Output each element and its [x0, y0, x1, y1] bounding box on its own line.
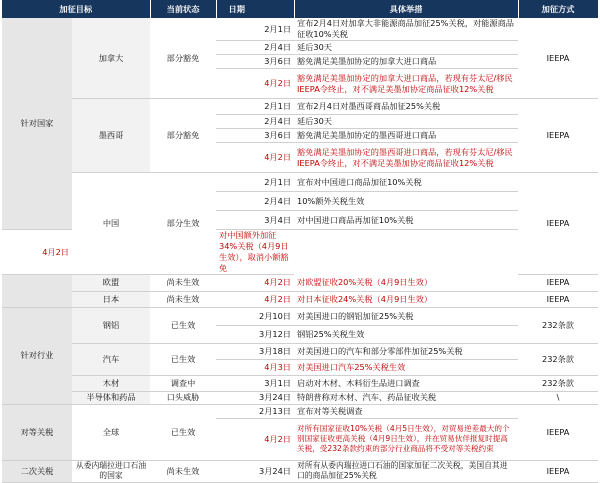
header-measure: 具体举措 — [294, 0, 518, 18]
measure-cell: 启动对木材、木料衍生品进口调查 — [294, 375, 518, 391]
table-row — [2, 18, 598, 41]
status-eu: 尚未生效 — [150, 275, 216, 291]
status-venezuela: 尚未生效 — [150, 460, 216, 482]
date-cell: 2月1日 — [216, 18, 294, 41]
target-eu: 欧盟 — [72, 275, 150, 291]
measure-cell: 10%额外关税生效 — [294, 192, 518, 211]
table-row — [2, 375, 598, 391]
category-country-cont — [2, 275, 72, 307]
measure-cell: 宣布对等关税调查 — [294, 404, 518, 418]
date-cell: 2月1日 — [216, 99, 294, 115]
date-cell: 2月4日 — [216, 41, 294, 55]
target-wood: 木材 — [72, 375, 150, 391]
date-cell: 4月2日 — [216, 275, 294, 291]
mode-venezuela: IEEPA — [518, 460, 598, 482]
measure-cell: 豁免满足美墨加协定的加拿大进口商品，若现有芬太尼/移民IEEPA令终止，对不满足美墨加协定商品征收12%关税 — [294, 69, 518, 99]
table-row — [2, 404, 598, 418]
date-cell: 2月13日 — [216, 404, 294, 418]
category-reciprocal: 对等关税 — [2, 404, 72, 460]
date-cell: 3月12日 — [216, 325, 294, 343]
table-row — [2, 307, 598, 325]
target-canada: 加拿大 — [72, 18, 150, 99]
date-cell: 4月2日 — [216, 69, 294, 99]
target-global: 全球 — [72, 404, 150, 460]
table-header-row — [2, 0, 598, 18]
table-row — [2, 99, 598, 115]
status-china: 部分生效 — [150, 173, 216, 275]
category-country: 针对国家 — [2, 18, 72, 230]
target-steel: 钢铝 — [72, 307, 150, 343]
measure-cell: 对日本征收24%关税（4月9日生效） — [294, 291, 518, 307]
date-cell: 4月2日 — [216, 143, 294, 173]
measure-cell: 特朗普称对木材、汽车、药品征收关税 — [294, 391, 518, 404]
table-row — [2, 391, 598, 404]
mode-japan: IEEPA — [518, 291, 598, 307]
header-mode: 加征方式 — [518, 0, 598, 18]
status-global: 已生效 — [150, 404, 216, 460]
date-cell: 3月24日 — [216, 460, 294, 482]
header-target: 加征目标 — [2, 0, 150, 18]
target-mexico: 墨西哥 — [72, 99, 150, 173]
table-row — [2, 173, 598, 192]
date-cell: 4月2日 — [216, 291, 294, 307]
mode-wood: 232条款 — [518, 375, 598, 391]
status-mexico: 部分豁免 — [150, 99, 216, 173]
measure-cell: 对中国额外加征34%关税（4月9日生效），取消小额豁免 — [216, 230, 294, 275]
mode-steel: 232条款 — [518, 307, 598, 343]
date-cell: 2月10日 — [216, 307, 294, 325]
header-status: 当前状态 — [150, 0, 216, 18]
tariff-table — [2, 0, 599, 275]
measure-cell: 钢铝25%关税生效 — [294, 325, 518, 343]
measure-cell: 豁免满足美墨加协定的加拿大进口商品 — [294, 55, 518, 69]
target-semi: 半导体和药品 — [72, 391, 150, 404]
date-cell: 3月6日 — [216, 55, 294, 69]
status-auto: 已生效 — [150, 343, 216, 375]
target-auto: 汽车 — [72, 343, 150, 375]
date-cell: 2月4日 — [216, 115, 294, 129]
measure-cell: 宣布2月4日对墨西哥商品加征25%关税 — [294, 99, 518, 115]
status-steel: 已生效 — [150, 307, 216, 343]
measure-cell: 延后30天 — [294, 115, 518, 129]
header-date: 日期 — [216, 0, 294, 18]
mode-china: IEEPA — [518, 173, 598, 275]
date-cell: 4月2日 — [2, 230, 72, 275]
measure-cell: 对美国进口的汽车和部分零部件加征25%关税 — [294, 343, 518, 359]
measure-cell: 对欧盟征收20%关税（4月9日生效） — [294, 275, 518, 291]
mode-auto: 232条款 — [518, 343, 598, 375]
measure-cell: 宣布2月4日对加拿大非能源商品加征25%关税，对能源商品征收10%关税 — [294, 18, 518, 41]
mode-mexico: IEEPA — [518, 99, 598, 173]
mode-semi: \ — [518, 391, 598, 404]
status-semi: 口头威胁 — [150, 391, 216, 404]
measure-cell: 延后30天 — [294, 41, 518, 55]
date-cell: 2月1日 — [216, 173, 294, 192]
measure-cell: 宣布对中国进口商品加征10%关税 — [294, 173, 518, 192]
measure-cell: 豁免满足美墨加协定的墨西哥进口商品，若现有芬太尼/移民IEEPA令终止，对不满足美墨加协定商品征收12%关税 — [294, 143, 518, 173]
table-row — [2, 291, 598, 307]
measure-cell: 对所有国家征收10%关税（4月5日生效），对贸易逆差最大的个别国家征收更高关税（4月9日生效），并在贸易伙伴报复时提高关税，受232条款约束的部分行业商品将不受对等关税约束 — [294, 418, 518, 460]
mode-canada: IEEPA — [518, 18, 598, 99]
date-cell: 2月4日 — [216, 192, 294, 211]
date-cell: 3月24日 — [216, 391, 294, 404]
date-cell: 4月3日 — [216, 359, 294, 375]
status-japan: 尚未生效 — [150, 291, 216, 307]
mode-eu: IEEPA — [518, 275, 598, 291]
measure-cell: 对所有从委内瑞拉进口石油的国家加征二次关税，美国自其进口的商品加征25%关税 — [294, 460, 518, 482]
table-row — [2, 343, 598, 359]
status-wood: 调查中 — [150, 375, 216, 391]
date-cell: 3月4日 — [216, 211, 294, 230]
measure-cell: 豁免满足美墨加协定的墨西哥进口商品 — [294, 129, 518, 143]
mode-global: IEEPA — [518, 404, 598, 460]
date-cell: 3月6日 — [216, 129, 294, 143]
table-row — [2, 275, 598, 291]
category-industry: 针对行业 — [2, 307, 72, 404]
date-cell: 4月2日 — [216, 418, 294, 460]
category-secondary: 二次关税 — [2, 460, 72, 482]
target-japan: 日本 — [72, 291, 150, 307]
table-row — [2, 460, 598, 482]
measure-cell: 对中国进口商品再加征10%关税 — [294, 211, 518, 230]
measure-cell: 对美国进口汽车25%关税生效 — [294, 359, 518, 375]
measure-cell: 对美国进口的钢铝加征25%关税 — [294, 307, 518, 325]
target-china: 中国 — [72, 173, 150, 275]
status-canada: 部分豁免 — [150, 18, 216, 99]
date-cell: 3月1日 — [216, 375, 294, 391]
date-cell: 3月18日 — [216, 343, 294, 359]
tariff-table-continued — [2, 275, 598, 483]
target-venezuela: 从委内瑞拉进口石油的国家 — [72, 460, 150, 482]
